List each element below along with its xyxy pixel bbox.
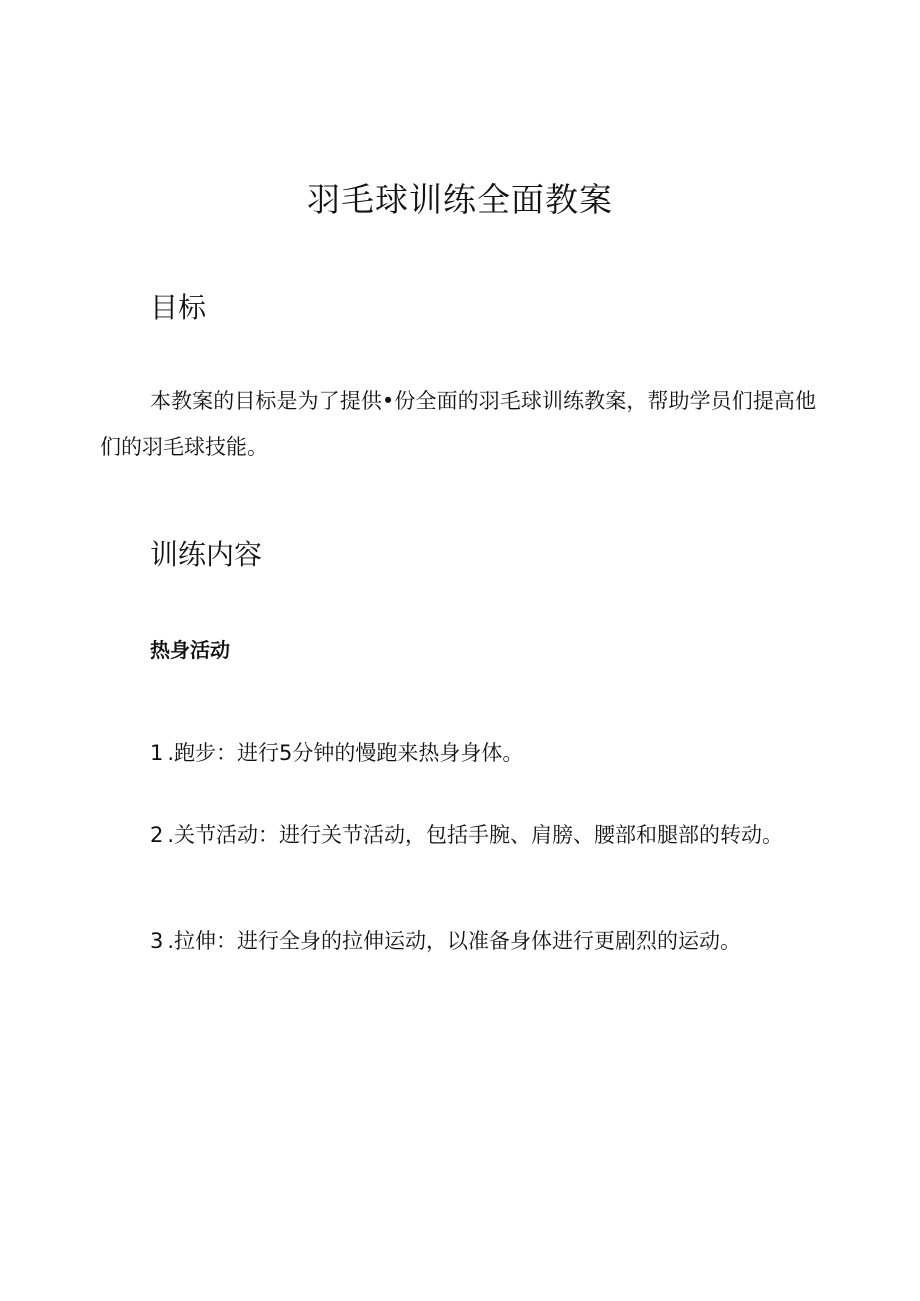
goal-paragraph: 本教案的目标是为了提供•份全面的羽毛球训练教案，帮助学员们提高他们的羽毛球技能。 [100, 389, 816, 459]
list-item-text: .拉伸：进行全身的拉伸运动，以准备身体进行更剧烈的运动。 [167, 929, 742, 953]
list-item-text: .跑步：进行5分钟的慢跑来热身身体。 [167, 741, 524, 765]
list-item-number: 1 [150, 741, 164, 765]
section-heading-goal: 目标 [150, 291, 207, 324]
subheading-warmup: 热身活动 [150, 638, 230, 662]
list-item [100, 918, 816, 964]
list-item-number: 2 [150, 823, 164, 847]
list-item [100, 812, 816, 858]
section-heading-training-content: 训练内容 [150, 538, 263, 571]
list-item [100, 730, 816, 776]
list-item-number: 3 [150, 929, 164, 953]
list-item-text: .关节活动：进行关节活动，包括手腕、肩膀、腰部和腿部的转动。 [167, 823, 784, 847]
document-title: 羽毛球训练全面教案 [307, 180, 613, 219]
